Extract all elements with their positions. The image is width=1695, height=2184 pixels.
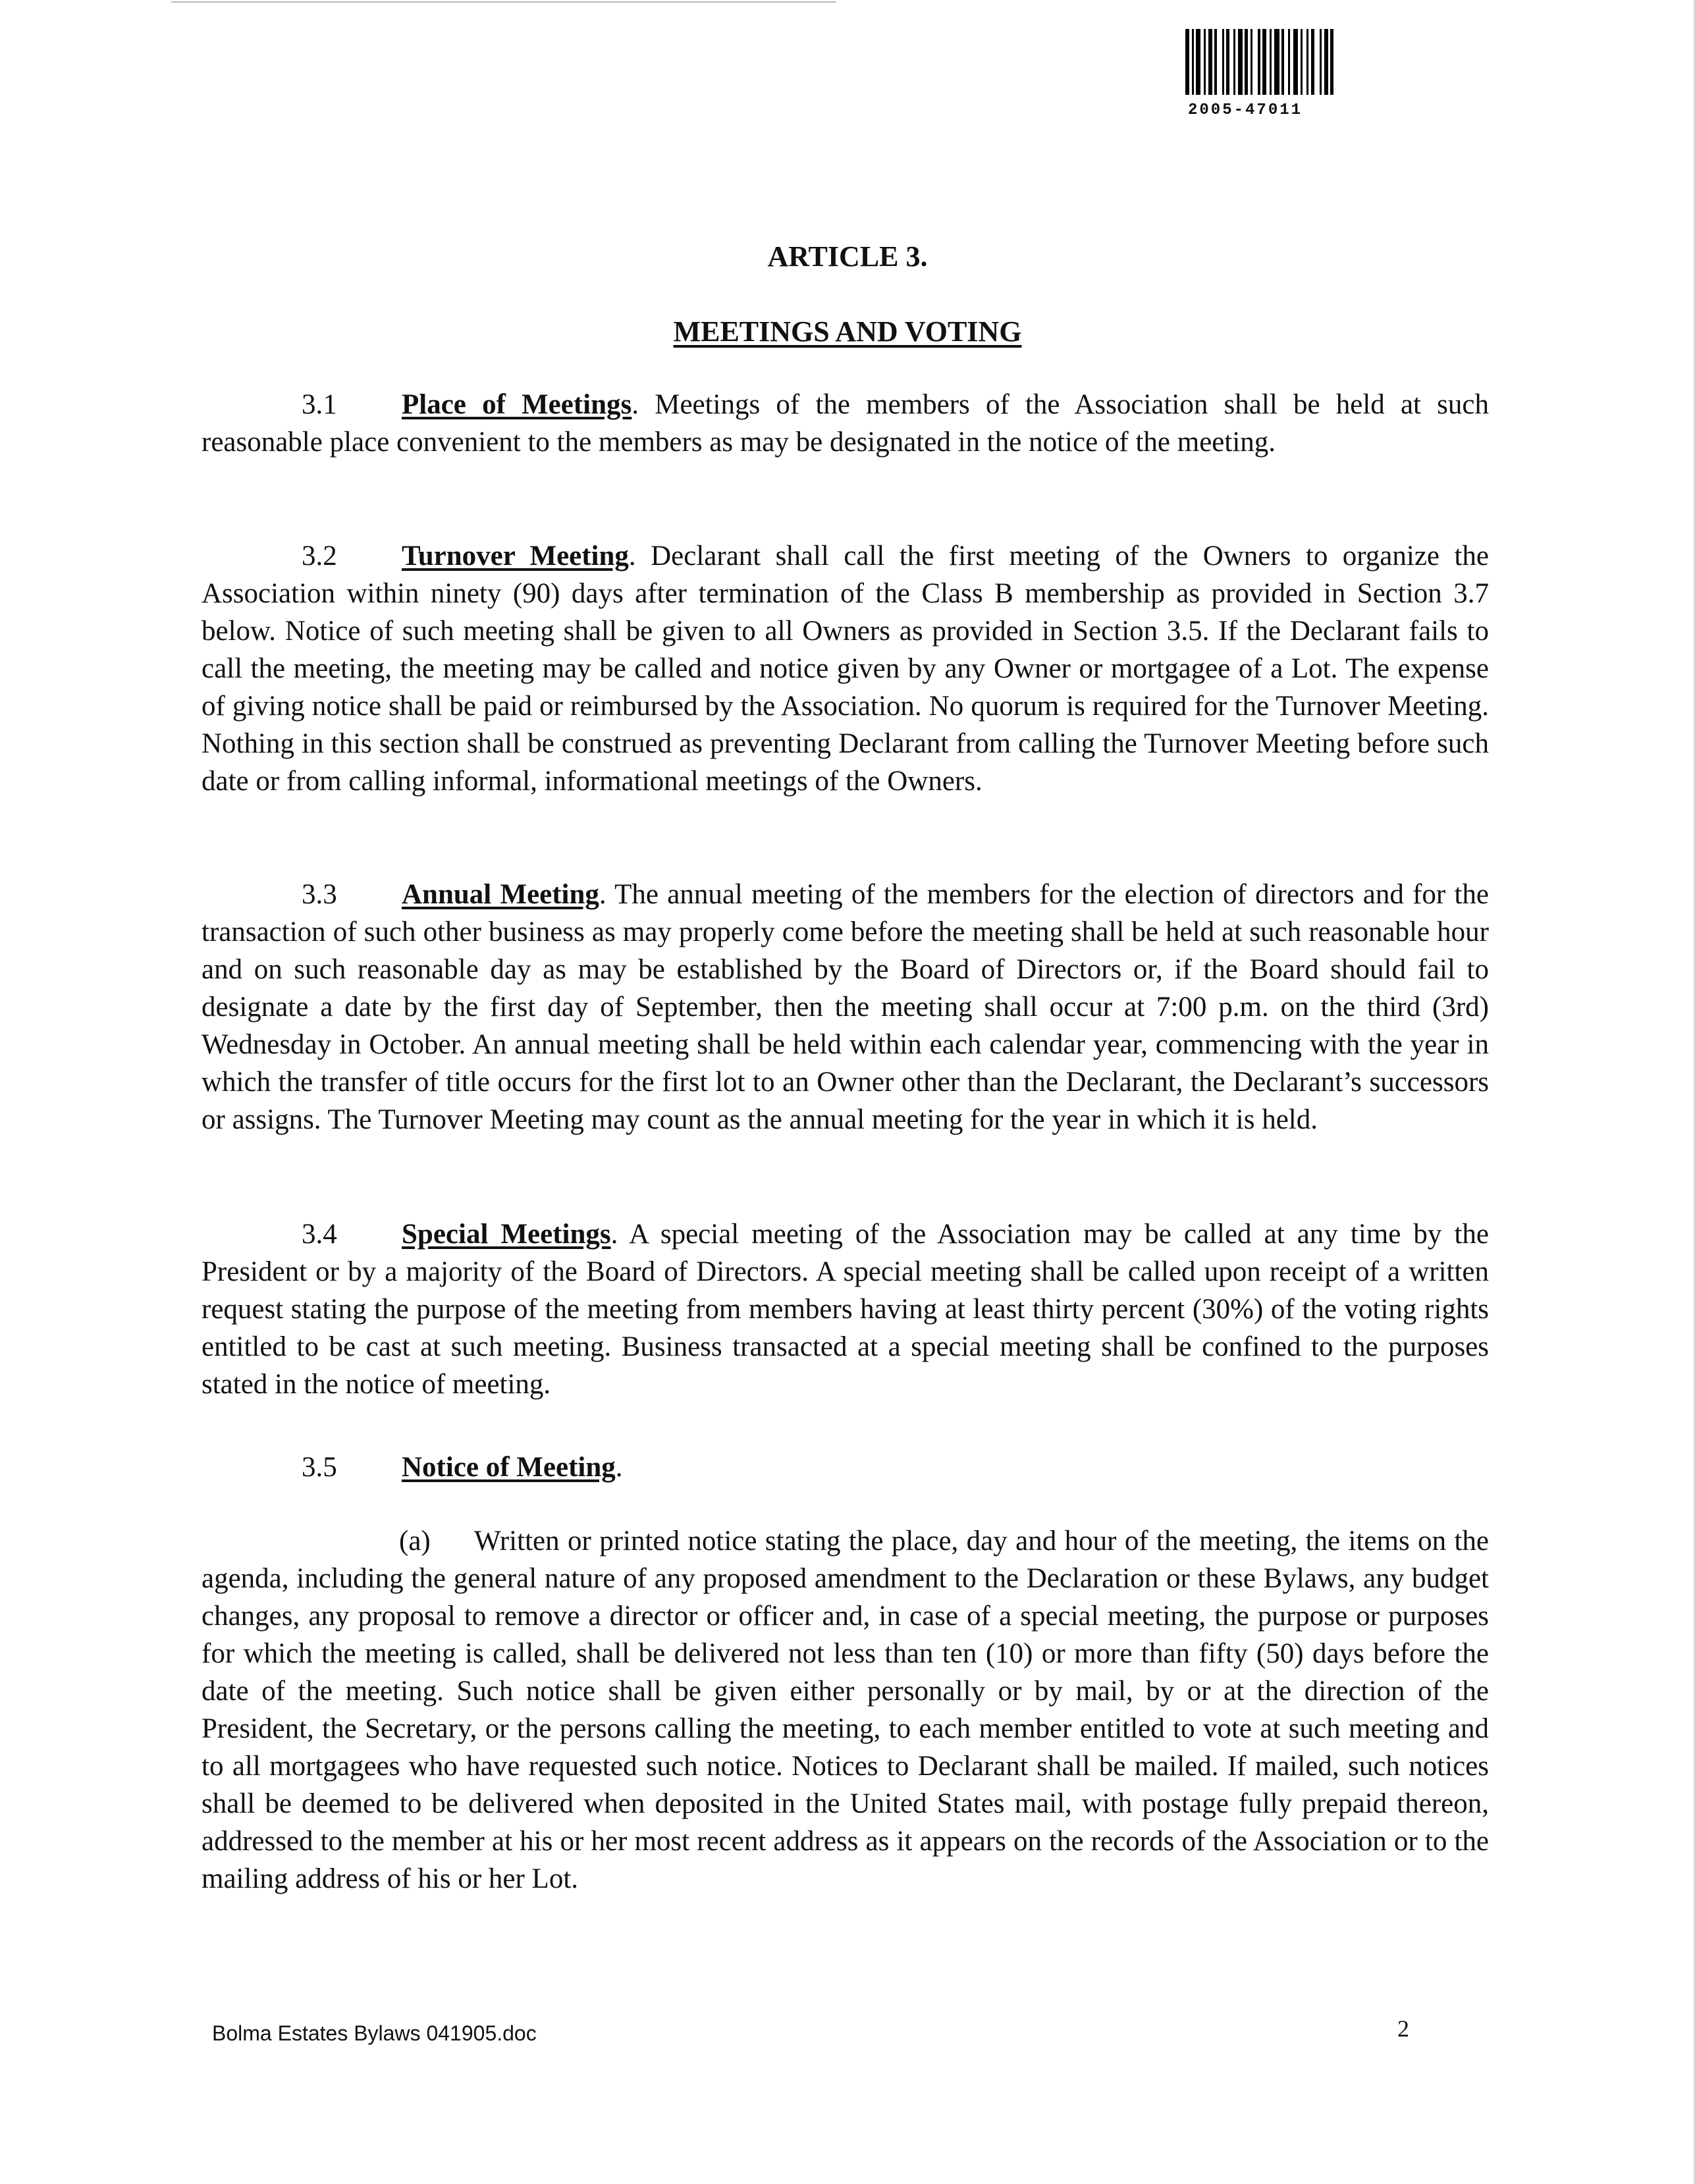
subsection-text: Written or printed notice stating the place, day and hour of the meeting, the items on the agenda, including the general nature of any proposed amendment to the Declaration or these Bylaws, any budget changes, any proposal to remove a director or officer and, in case of a special meeting, the purpose or purposes for which the meeting is called, shall be delivered not less than ten (10) or more than fifty (50) days before the date of the meeting. Such notice shall be given either personally or by mail, by or at the direction of the President, the Secretary, or the persons calling the meeting, to each member entitled to vote at such meeting and to all mortgagees who have requested such notice. Notices to Declarant shall be mailed. If mailed, such notices shall be deemed to be delivered when deposited in the United States mail, with postage fully prepaid thereon, addressed to the member at his or her most recent address as it appears on the records of the Association or to the mailing address of his or her Lot. [202,1526,1489,1894]
section-text: . The annual meeting of the members for the election of directors and for the transaction of such other business as may properly come before the meeting shall be held at such reasonable hour and on such reasonable day as may be established by the Board of Directors or, if the Board should fail to designate a date by the first day of September, then the meeting shall occur at 7:00 p.m. on the third (3rd) Wednesday in October. An annual meeting shall be held within each calendar year, commencing with the year in which the transfer of title occurs for the first lot to an Owner other than the Declarant, the Declarant’s successors or assigns. The Turnover Meeting may count as the annual meeting for the year in which it is held. [202,879,1489,1135]
barcode-bar [1217,29,1222,95]
recording-barcode [1185,29,1475,119]
barcode-bar [1238,29,1243,95]
section-3-5 [202,1449,1489,1486]
section-number: 3.4 [302,1219,337,1250]
article-number: ARTICLE 3. [767,240,928,273]
scan-line [171,1,836,3]
section-number: 3.2 [302,541,337,572]
section-heading: Annual Meeting [402,879,599,910]
section-heading: Turnover Meeting [402,541,629,572]
section-3-3 [202,876,1489,1138]
footer-page-number: 2 [1397,2015,1409,2042]
section-text: . A special meeting of the Association may be called at any time by the President or by a majority of the Board of Directors. A special meeting shall be called upon receipt of a written request stating the purpose of the meeting from members having at least thirty percent (30%) of the voting rights entitled to be cast at such meeting. Business transacted at a special meeting shall be confined to the purposes stated in the notice of meeting. [202,1219,1489,1400]
section-number: 3.1 [302,389,337,420]
section-text: . [615,1452,623,1483]
footer-filename: Bolma Estates Bylaws 041905.doc [212,2021,537,2045]
subsection-number: (a) [399,1526,431,1557]
section-heading: Special Meetings [402,1219,611,1250]
section-heading: Notice of Meeting [402,1452,616,1483]
barcode-bar [1314,29,1320,95]
section-3-4 [202,1215,1489,1403]
barcode-number: 2005-47011 [1188,101,1303,119]
article-title-text: MEETINGS AND VOTING [673,315,1022,348]
barcode-bars [1185,29,1475,95]
section-text: . Declarant shall call the first meeting of the Owners to organize the Association within ninety (90) days after termination of the Class B membership as provided in Section 3.7 below. Notice of such meeting shall be given to all Owners as provided in Section 3.5. If the Declarant fails to call the meeting, the meeting may be called and notice given by any Owner or mortgagee of a Lot. The expense of giving notice shall be paid or reimbursed by the Association. No quorum is required for the Turnover Meeting. Nothing in this section shall be construed as preventing Declarant from calling the Turnover Meeting before such date or from calling informal, informational meetings of the Owners. [202,541,1489,797]
barcode-bar [1252,29,1258,95]
section-heading: Place of Meetings [402,389,632,420]
section-text: . Meetings of the members of the Association shall be held at such reasonable place convenient to the members as may be designated in the notice of the meeting. [202,389,1490,458]
barcode-bar [1196,29,1200,95]
section-3-2 [202,537,1489,800]
barcode-bar [1333,29,1336,95]
barcode-bar [1293,29,1298,95]
section-number: 3.3 [302,879,337,910]
section-3-5-a [202,1522,1489,1898]
barcode-bar [1274,29,1279,95]
section-3-1 [202,386,1489,461]
article-title [0,315,1695,348]
section-number: 3.5 [302,1452,337,1483]
